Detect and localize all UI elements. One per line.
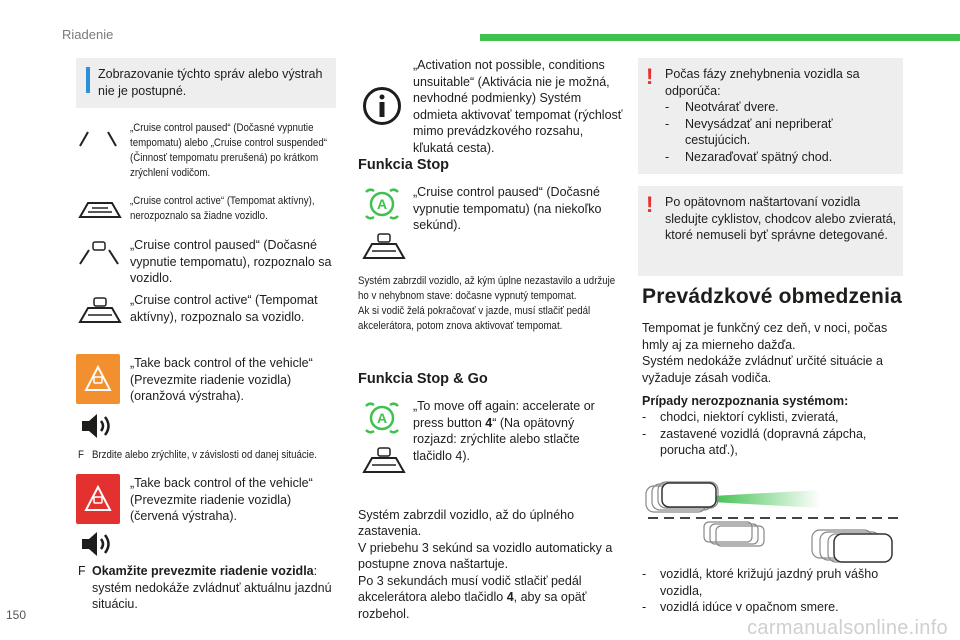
warning-box-2 (638, 186, 903, 276)
crossing-vehicles-illustration (640, 478, 906, 570)
case-item: - vozidlá idúce v opačnom smere. (642, 600, 839, 614)
item-active-vehicle-text: „Cruise control active“ (Tempomat aktívny), rozpoznalo sa vozidlo. (130, 293, 318, 324)
note2-rest: : systém nedokáže zvládnuť aktuálnu jazdnú situáciu. (92, 564, 332, 611)
stop-vehicle-road-icon (362, 232, 406, 260)
case-item: - zastavené vozidlá (dopravná zápcha, porucha atď.), (642, 426, 867, 457)
activation-info-text: „Activation not possible, conditions unsuitable“ (Aktivácia nie je možná, nevhodné podmienky) Systém odmieta aktivovať tempomat (rýchlosť mimo prevádzkového rozsahu, kľukatá cesta). (413, 58, 623, 155)
page-number: 150 (6, 608, 27, 622)
note2-bold: Okamžite prevezmite riadenie vozidla (92, 564, 314, 578)
stopgo-para-c: , aby sa opäť rozbehol. (358, 590, 587, 621)
warning1-item: - Nevysádzať ani nepriberať cestujúcich. (665, 116, 833, 147)
warning-exclamation-icon: ! (646, 64, 654, 89)
stop-paragraph: Systém zabrzdil vozidlo, až kým úplne nezastavilo a udržuje ho v nehybnom stave: dočasne vypnutý tempomat. Ak si vodič želá pokračovať v jazde, musí stlačiť pedál akcelerátora, potom znova aktivovať tempomat. (358, 275, 616, 332)
orange-warning-icon (76, 354, 120, 404)
cases-list-2 (642, 566, 907, 616)
stop-item-text: „Cruise control paused“ (Dočasné vypnutie tempomatu) (na niekoľko sekúnd). (413, 185, 602, 232)
note1-text: Brzdite alebo zrýchlite, v závislosti od danej situácie. (92, 449, 317, 461)
stopgo-item-b: 4 (485, 415, 493, 430)
speaker-icon (80, 412, 116, 440)
lane-marker-icon (78, 128, 118, 150)
speaker-icon-2 (80, 530, 116, 558)
item-takeback-orange-text: „Take back control of the vehicle“ (Prevezmite riadenie vozidla) (oranžová výstraha). (130, 356, 313, 403)
note1-bullet: F (78, 449, 84, 461)
stopgo-title: Funkcia Stop & Go (358, 371, 488, 387)
green-a-icon (362, 186, 402, 222)
warning1-list (665, 99, 901, 165)
note2-text (92, 563, 342, 613)
info-circle-icon (362, 86, 402, 126)
stopgo-item-c: “ (Na opätovný rozjazd: zrýchlite alebo stlačte tlačidlo 4). (413, 415, 580, 463)
warning1-intro: Počas fázy znehybnenia vozidla sa odporúča: (665, 67, 860, 98)
cases-list (642, 409, 907, 459)
item-active-novehicle-text: „Cruise control active“ (Tempomat aktívny), nerozpoznalo sa žiadne vozidlo. (130, 195, 315, 222)
red-warning-icon (76, 474, 120, 524)
warning1-item: - Neotvárať dvere. (665, 100, 779, 114)
note2-bullet: F (78, 564, 86, 578)
stopgo-item-text (413, 398, 603, 464)
item-paused-vehicle-text: „Cruise control paused“ (Dočasné vypnutie tempomatu), rozpoznalo sa vozidlo. (130, 238, 332, 285)
warning2-text: Po opätovnom naštartovaní vozidla sledujte cyklistov, chodcov alebo zvieratá, ktoré nemuseli byť správne detegované. (665, 195, 897, 242)
svg-text:A: A (376, 196, 388, 212)
stopgo-para-a: Systém zabrzdil vozidlo, až do úplného zastavenia. V priebehu 3 sekúnd sa vozidlo automaticky a postupne znova naštartuje. Po 3 sekundách musí vodič stlačiť pedál akcelerátora alebo tlačidlo (358, 507, 613, 604)
info-note-box (76, 58, 336, 108)
info-icon (86, 67, 90, 93)
stopgo-para-b: 4 (506, 590, 514, 604)
case-item: - chodci, niektorí cyklisti, zvieratá, (642, 410, 839, 424)
green-a-icon-2 (362, 400, 402, 436)
section-header: Riadenie (62, 27, 114, 42)
svg-text:A: A (376, 410, 388, 426)
limits-paragraph: Tempomat je funkčný cez deň, v noci, počas hmly aj za mierneho dažďa. Systém nedokáže zvládnuť určité situácie a vyžaduje zásah vodiča. (642, 321, 888, 385)
warning-exclamation-icon-2: ! (646, 192, 654, 217)
cases-title: Prípady nerozpoznania systémom: (642, 394, 849, 408)
stopgo-vehicle-road-icon (362, 446, 406, 474)
limits-title: Prevádzkové obmedzenia (642, 285, 902, 308)
stopgo-item-a: „To move off again: accelerate or press button (413, 399, 595, 430)
active-vehicle-icon (78, 296, 122, 324)
warning1-item: - Nezaraďovať spätný chod. (665, 149, 833, 164)
cruise-active-road-icon (78, 200, 122, 220)
case-item: - vozidlá, ktoré križujú jazdný pruh vášho vozidla, (642, 567, 879, 598)
item-paused-text: „Cruise control paused“ (Dočasné vypnutie tempomatu) alebo „Cruise control suspended“ (Činnosť tempomatu prerušená) po krátkom zrýchlení vodičom. (130, 122, 327, 179)
header-accent-bar (480, 34, 960, 41)
watermark: carmanualsonline.info (747, 617, 948, 639)
item-takeback-red-text: „Take back control of the vehicle“ (Prevezmite riadenie vozidla) (červená výstraha). (130, 476, 313, 523)
stopgo-paragraph (358, 490, 620, 622)
paused-vehicle-icon (78, 240, 120, 266)
info-note-text: Zobrazovanie týchto správ alebo výstrah nie je postupné. (98, 67, 323, 98)
stop-title: Funkcia Stop (358, 157, 450, 173)
warning-box-1 (638, 58, 903, 174)
